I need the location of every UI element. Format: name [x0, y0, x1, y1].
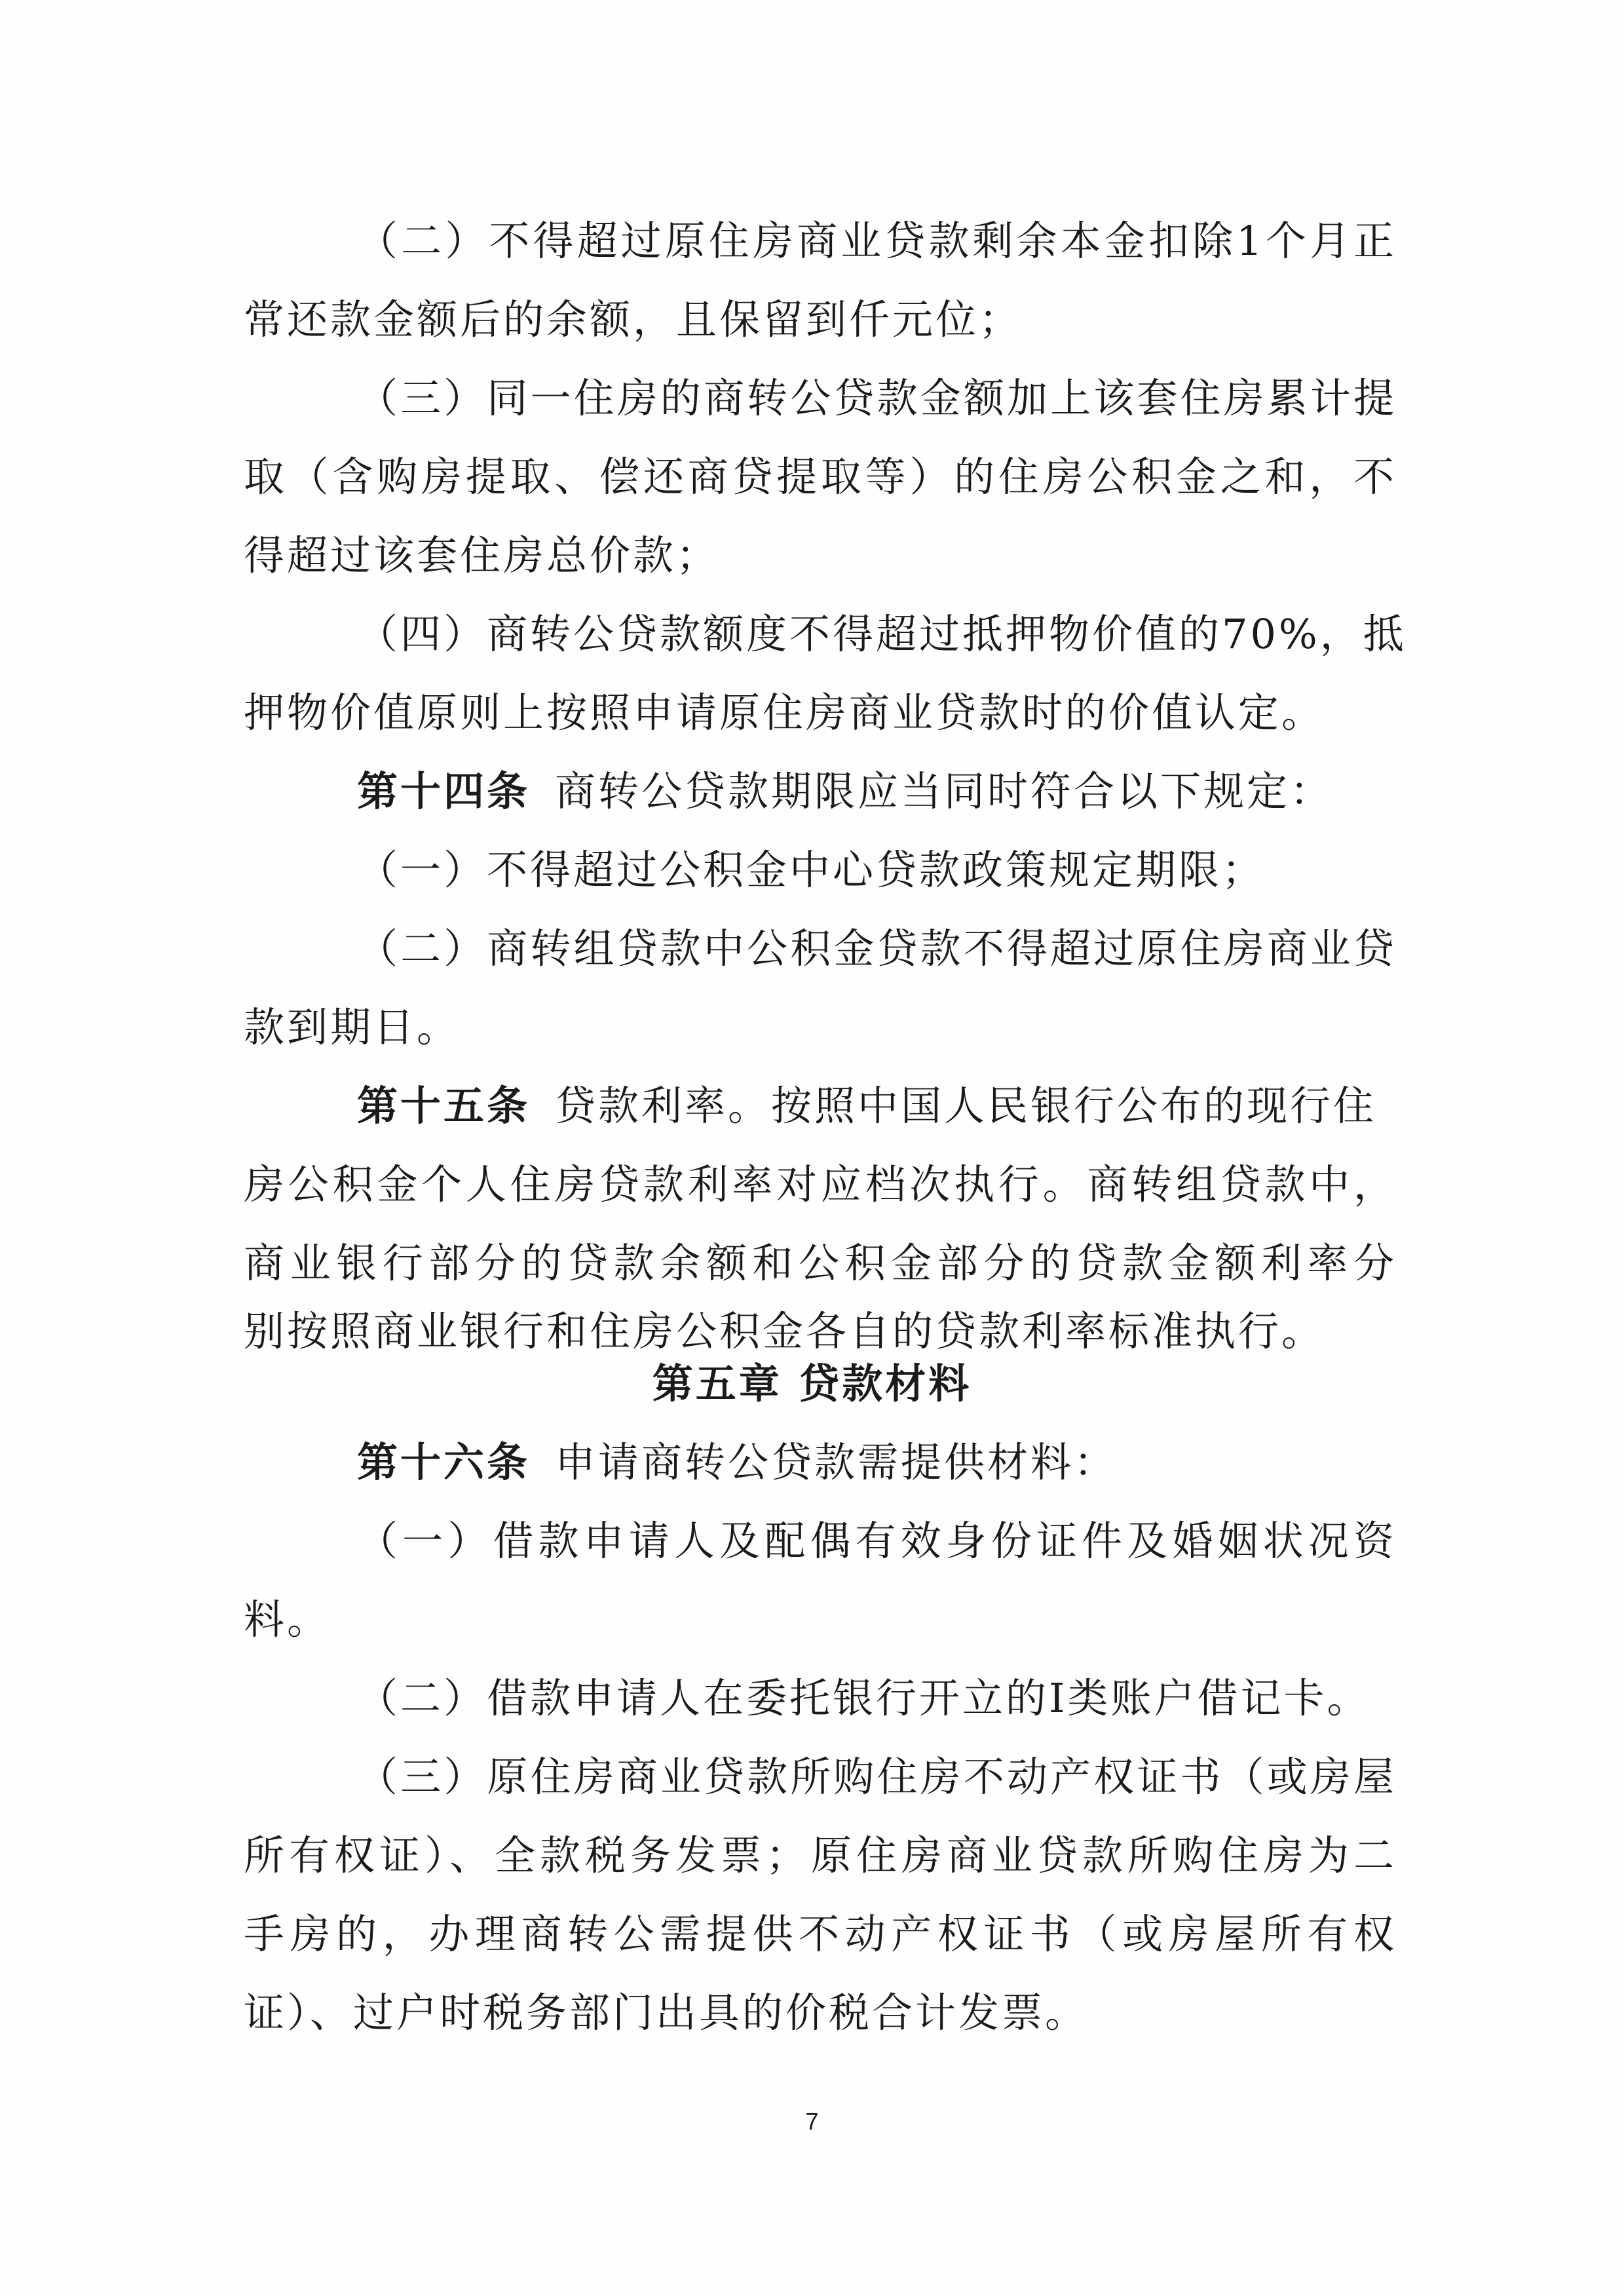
paragraph-line: 料。: [244, 1596, 331, 1643]
paragraph-line: （三）原住房商业贷款所购住房不动产权证书（或房屋: [357, 1753, 1397, 1801]
paragraph-line: 常还款金额后的余额，且保留到仟元位；: [244, 296, 1023, 343]
paragraph-line: （三）同一住房的商转公贷款金额加上该套住房累计提: [357, 374, 1397, 422]
paragraph-line: 押物价值原则上按照申请原住房商业贷款时的价值认定。: [244, 689, 1325, 737]
paragraph-line: （一）不得超过公积金中心贷款政策规定期限；: [357, 846, 1266, 894]
paragraph-line: 证）、过户时税务部门出具的价税合计发票。: [244, 1989, 1089, 2037]
paragraph-line: 款到期日。: [244, 1003, 461, 1051]
paragraph-text: 贷款利率。按照中国人民银行公布的现行住: [555, 1082, 1377, 1130]
article-16-line: [357, 1436, 1397, 1489]
paragraph-line: （一）借款申请人及配偶有效身份证件及婚姻状况资: [357, 1517, 1397, 1565]
paragraph-line: 别按照商业银行和住房公积金各自的贷款利率标准执行。: [244, 1307, 1325, 1355]
paragraph-line: 房公积金个人住房贷款利率对应档次执行。商转组贷款中，: [244, 1160, 1397, 1208]
article-15-line: [357, 1080, 1397, 1132]
paragraph-line: 所有权证）、全款税务发票；原住房商业贷款所购住房为二: [244, 1831, 1397, 1879]
article-14-line: [357, 765, 1397, 818]
paragraph-text: 商转公贷款期限应当同时符合以下规定：: [555, 767, 1334, 815]
article-15-label: 第十五条: [357, 1082, 531, 1130]
article-16-label: 第十六条: [357, 1438, 531, 1486]
paragraph-line: 取（含购房提取、偿还商贷提取等）的住房公积金之和，不: [244, 453, 1397, 501]
paragraph-line: （二）借款申请人在委托银行开立的Ⅰ类账户借记卡。: [357, 1674, 1370, 1722]
paragraph-line: 得超过该套住房总价款；: [244, 531, 720, 579]
article-14-label: 第十四条: [357, 767, 531, 815]
paragraph-text: 申请商转公贷款需提供材料：: [555, 1438, 1118, 1486]
paragraph-line: （四）商转公贷款额度不得超过抵押物价值的70%，抵: [357, 610, 1407, 658]
paragraph-line: （二）不得超过原住房商业贷款剩余本金扣除1个月正: [357, 217, 1397, 265]
page-number: 7: [805, 2108, 819, 2135]
paragraph-line: 手房的，办理商转公需提供不动产权证书（或房屋所有权: [244, 1910, 1397, 1958]
paragraph-line: 商业银行部分的贷款余额和公积金部分的贷款金额利率分: [244, 1239, 1397, 1287]
paragraph-line: （二）商转组贷款中公积金贷款不得超过原住房商业贷: [357, 925, 1397, 972]
chapter-heading: 第五章 贷款材料: [652, 1360, 972, 1407]
